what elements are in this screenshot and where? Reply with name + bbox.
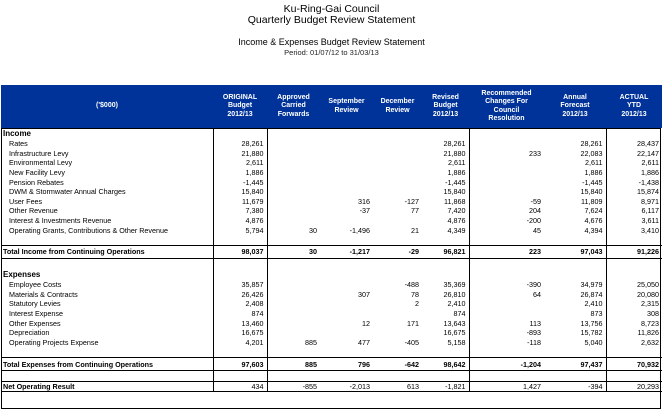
cell-value: 15,840 [213,187,267,197]
cell-value [373,168,422,178]
cell-value: 20,293 [637,382,659,392]
cell-value: 35,857 [213,280,267,290]
row-label: Infrastructure Levy [1,149,213,159]
cell-value [373,158,422,168]
cell-value: 613 [407,382,419,392]
cell-value [267,158,320,168]
table-row [1,168,662,178]
cell-value: 64 [533,289,541,299]
section-heading: Expenses [1,269,213,280]
cell-value: 2,611 [544,158,606,168]
cell-value: 434 [213,382,267,392]
total-row [1,358,662,371]
cell-value: 8,723 [641,318,659,328]
cell-value: 77 [411,206,419,216]
table-row [1,328,662,338]
cell-value [320,299,373,309]
cell-value [320,280,373,290]
cell-value [320,177,373,187]
cell-value: 2,611 [213,158,267,168]
cell-value: 3,611 [641,216,659,226]
cell-value [320,187,373,197]
cell-value: 885 [305,337,317,347]
row-label: Interest & Investments Revenue [1,216,213,226]
cell-value: 22,083 [544,149,606,159]
cell-value: -1,445 [213,177,267,187]
cell-value: -127 [404,196,419,206]
table-row [1,177,662,187]
cell-value: 2,410 [422,299,469,309]
table-row [1,318,662,328]
cell-value: 97,437 [544,358,606,371]
table-row [1,290,662,300]
row-label: DWM & Stormwater Annual Charges [1,187,213,197]
table-row [1,225,662,235]
table-row [1,158,662,168]
cell-value: 15,840 [544,187,606,197]
row-label: Statutory Levies [1,299,213,309]
cell-value: -855 [302,382,317,392]
cell-value: 13,756 [544,318,606,328]
cell-value: 477 [358,337,370,347]
cell-value: 34,979 [544,280,606,290]
cell-value: 1,427 [523,382,541,392]
cell-value [267,280,320,290]
cell-value [320,149,373,159]
cell-value: 16,675 [422,328,469,338]
spacer-row [1,347,662,358]
cell-value: 35,369 [422,280,469,290]
cell-value [469,139,544,149]
statement-title: Income & Expenses Budget Review Statement [238,37,425,47]
cell-value: 1,886 [544,168,606,178]
column-header: ACTUAL YTD 2012/13 [606,85,662,128]
cell-value: -1,445 [544,177,606,187]
cell-value: 28,437 [637,139,659,149]
row-label: Operating Grants, Contributions & Other Revenue [1,225,213,235]
cell-value [373,177,422,187]
row-label: Employee Costs [1,280,213,290]
cell-value [469,177,544,187]
cell-value: -390 [526,280,541,290]
cell-value: 70,932 [637,359,659,369]
cell-value: 4,676 [544,216,606,226]
table-row [1,149,662,159]
row-label: New Facility Levy [1,168,213,178]
cell-value [267,299,320,309]
cell-value: 30 [309,247,317,257]
cell-value: 2,632 [641,337,659,347]
cell-value: 308 [647,309,659,319]
cell-value: 15,874 [637,187,659,197]
cell-value: 316 [358,196,370,206]
column-header: Annual Forecast 2012/13 [544,85,606,128]
cell-value: -29 [408,247,419,257]
spacer-row [1,371,662,382]
cell-value [267,290,320,300]
cell-value [267,309,320,319]
column-header: ORIGINAL Budget 2012/13 [213,85,267,128]
cell-value: 5,794 [213,225,267,235]
cell-value: 223 [529,247,541,257]
cell-value: 113 [529,318,541,328]
org-name: Ku-Ring-Gai Council [283,3,380,15]
cell-value [320,309,373,319]
cell-value: -893 [526,328,541,338]
cell-value: 4,876 [213,216,267,226]
column-header: September Review [320,85,373,128]
cell-value: 1,886 [213,168,267,178]
cell-value: 4,201 [213,338,267,348]
row-label: Net Operating Result [1,382,213,392]
column-header: Revised Budget 2012/13 [422,85,469,128]
cell-value: 97,603 [213,358,267,371]
cell-value: 12 [362,318,370,328]
row-label: Other Revenue [1,206,213,216]
cell-value: 45 [533,225,541,235]
cell-value: 2,410 [544,299,606,309]
cell-value: 7,624 [544,206,606,216]
cell-value [469,187,544,197]
cell-value: 7,380 [213,206,267,216]
row-label: Pension Rebates [1,177,213,187]
cell-value: 307 [358,289,370,299]
cell-value [320,328,373,338]
cell-value: 171 [407,318,419,328]
cell-value: 2,315 [641,299,659,309]
cell-value: 11,809 [544,197,606,207]
table-row [1,299,662,309]
table-row [1,206,662,216]
cell-value: 26,810 [422,290,469,300]
cell-value: 28,261 [544,139,606,149]
cell-value [320,158,373,168]
table-header [1,85,662,128]
cell-value [320,216,373,226]
cell-value: 11,868 [422,197,469,207]
cell-value: 2,611 [641,158,659,168]
cell-value: 2,611 [422,158,469,168]
cell-value: 15,782 [544,328,606,338]
row-label: Total Income from Continuing Operations [1,245,213,258]
cell-value [469,299,544,309]
cell-value: 4,394 [544,225,606,235]
cell-value: -59 [530,196,541,206]
cell-value: 874 [213,309,267,319]
cell-value [267,187,320,197]
cell-value [469,158,544,168]
cell-value: -1,821 [422,382,469,392]
total-row [1,245,662,258]
section-heading: Income [1,128,213,139]
cell-value: 3,410 [641,225,659,235]
cell-value: 20,080 [637,289,659,299]
table-row [1,139,662,149]
cell-value [267,139,320,149]
period-label: Period: 01/07/12 to 31/03/13 [284,48,379,57]
section-heading-row [1,269,662,280]
section-heading-row [1,128,662,139]
cell-value: 91,226 [637,247,659,257]
cell-value: -37 [359,206,370,216]
cell-value [267,197,320,207]
cell-value: 874 [422,309,469,319]
cell-value: 96,821 [422,245,469,258]
cell-value: 5,040 [544,338,606,348]
cell-value [373,216,422,226]
row-label: Rates [1,139,213,149]
column-header: December Review [373,85,422,128]
cell-value: -1,445 [422,177,469,187]
table-row [1,338,662,348]
cell-value: 233 [529,148,541,158]
spacer-row [1,258,662,269]
cell-value: 15,840 [422,187,469,197]
cell-value: 1,886 [641,168,659,178]
cell-value [373,139,422,149]
cell-value [267,328,320,338]
cell-value: 7,420 [422,206,469,216]
budget-table [1,85,662,392]
cell-value [267,168,320,178]
cell-value: 8,971 [641,196,659,206]
cell-value [267,206,320,216]
cell-value [320,168,373,178]
column-header: Recommended Changes For Council Resolution [469,85,544,128]
row-label: Materials & Contracts [1,290,213,300]
row-label: Operating Projects Expense [1,338,213,348]
cell-value: -642 [404,359,419,369]
cell-value [267,216,320,226]
cell-value: 98,642 [422,358,469,371]
cell-value: 21,880 [213,149,267,159]
cell-value [469,168,544,178]
cell-value [267,318,320,328]
cell-value: 796 [358,359,370,369]
spacer-row [1,235,662,246]
row-label: Environmental Levy [1,158,213,168]
row-label: User Fees [1,197,213,207]
cell-value: 21 [411,225,419,235]
cell-value: 13,643 [422,318,469,328]
cell-value: 5,158 [422,338,469,348]
cell-value: 4,349 [422,225,469,235]
row-label: Interest Expense [1,309,213,319]
cell-value [469,309,544,319]
cell-value: 1,886 [422,168,469,178]
cell-value: 2,408 [213,299,267,309]
cell-value: -1,438 [638,177,659,187]
cell-value: -118 [527,337,541,347]
cell-value: 30 [309,225,317,235]
cell-value: 11,679 [213,197,267,207]
cell-value [320,139,373,149]
cell-value: 13,460 [213,318,267,328]
cell-value: -1,496 [349,225,370,235]
report-title: Quarterly Budget Review Statement [247,14,416,26]
table-row [1,280,662,290]
cell-value [373,328,422,338]
cell-value [373,149,422,159]
cell-value: 873 [544,309,606,319]
table-body [1,128,662,392]
cell-value: 22,147 [637,148,659,158]
table-row [1,197,662,207]
cell-value: 204 [529,206,541,216]
cell-value: -2,013 [349,382,370,392]
cell-value: 26,426 [213,290,267,300]
row-label: Total Expenses from Continuing Operations [1,358,213,371]
cell-value: 6,117 [641,206,659,216]
cell-value: 16,675 [213,328,267,338]
net-result-row [1,382,662,392]
cell-value: 21,880 [422,149,469,159]
cell-value: -200 [526,216,541,226]
table-row [1,309,662,319]
cell-value: -488 [404,280,419,290]
cell-value: 97,043 [544,245,606,258]
cell-value [373,309,422,319]
cell-value [267,149,320,159]
table-row [1,216,662,226]
column-header: ('$000) [1,85,213,128]
cell-value: 885 [305,359,317,369]
cell-value: 78 [411,289,419,299]
cell-value: 2 [415,299,419,309]
cell-value: -1,217 [349,247,370,257]
row-label: Depreciation [1,328,213,338]
cell-value: 11,826 [637,328,659,338]
cell-value: -405 [404,337,419,347]
cell-value [373,187,422,197]
column-header: Approved Carried Forwards [267,85,320,128]
cell-value: 28,261 [422,139,469,149]
cell-value: 28,261 [213,139,267,149]
cell-value: 4,876 [422,216,469,226]
cell-value [267,177,320,187]
row-label: Other Expenses [1,318,213,328]
cell-value: 26,874 [544,290,606,300]
cell-value: 98,037 [213,245,267,258]
cell-value: -394 [544,382,606,392]
cell-value: 25,050 [637,280,659,290]
table-row [1,187,662,197]
cell-value: -1,204 [520,359,541,369]
